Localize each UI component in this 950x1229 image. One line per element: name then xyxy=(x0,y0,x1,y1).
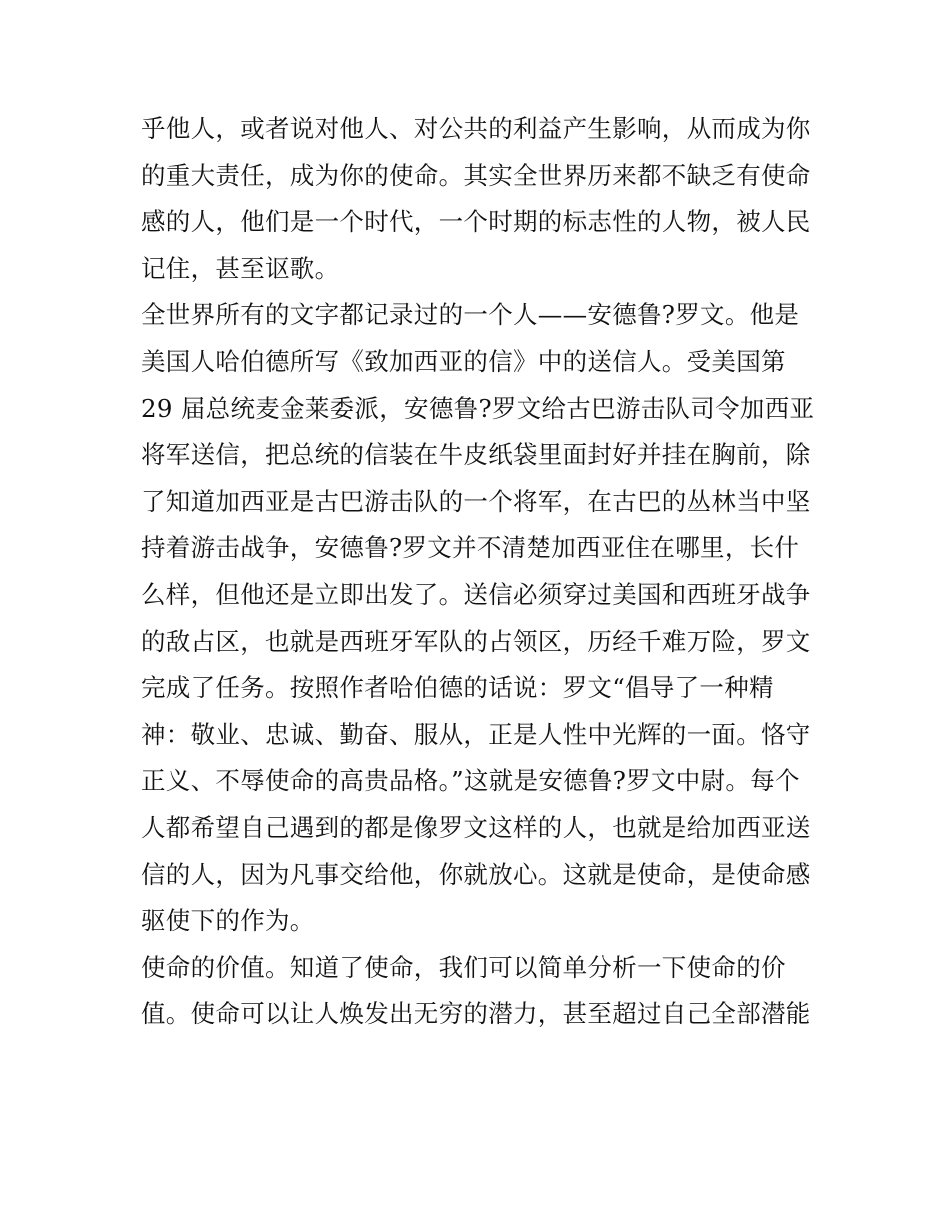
text-line: 人都希望自己遇到的都是像罗文这样的人，也就是给加西亚送 xyxy=(141,812,811,842)
text-line: 乎他人，或者说对他人、对公共的利益产生影响，从而成为你 xyxy=(141,114,811,143)
text-line: 正义、不辱使命的高贵品格。”这就是安德鲁?罗文中尉。每个 xyxy=(141,766,800,796)
text-line: 使命的价值。知道了使命，我们可以简单分析一下使命的价 xyxy=(141,952,786,982)
text-line: 持着游击战争，安德鲁?罗文并不清楚加西亚住在哪里，长什 xyxy=(141,533,800,563)
text-line: 记住，甚至讴歌。 xyxy=(141,253,340,283)
text-line: 完成了任务。按照作者哈伯德的话说：罗文“倡导了一种精 xyxy=(141,673,774,703)
text-line: 值。使命可以让人焕发出无穷的潜力，甚至超过自己全部潜能 xyxy=(141,999,811,1029)
text-line: 感的人，他们是一个时代，一个时期的标志性的人物，被人民 xyxy=(141,207,811,237)
text-line: 么样，但他还是立即出发了。送信必须穿过美国和西班牙战争 xyxy=(141,579,811,609)
body-text xyxy=(141,106,821,1038)
text-line: 的重大责任，成为你的使命。其实全世界历来都不缺乏有使命 xyxy=(141,160,811,190)
text-line: 全世界所有的文字都记录过的一个人——安德鲁?罗文。他是 xyxy=(141,300,800,330)
text-line: 的敌占区，也就是西班牙军队的占领区，历经千难万险，罗文 xyxy=(141,626,811,656)
text-line: 美国人哈伯德所写《致加西亚的信》中的送信人。受美国第 xyxy=(141,346,786,376)
text-line: 29 届总统麦金莱委派，安德鲁?罗文给古巴游击队司令加西亚 xyxy=(141,393,815,423)
text-line: 将军送信，把总统的信装在牛皮纸袋里面封好并挂在胸前，除 xyxy=(141,440,811,470)
text-line: 信的人，因为凡事交给他，你就放心。这就是使命，是使命感 xyxy=(141,859,811,889)
text-line: 神：敬业、忠诚、勤奋、服从，正是人性中光辉的一面。恪守 xyxy=(141,719,811,749)
text-line: 驱使下的作为。 xyxy=(141,906,315,936)
text-line: 了知道加西亚是古巴游击队的一个将军，在古巴的丛林当中坚 xyxy=(141,486,811,516)
